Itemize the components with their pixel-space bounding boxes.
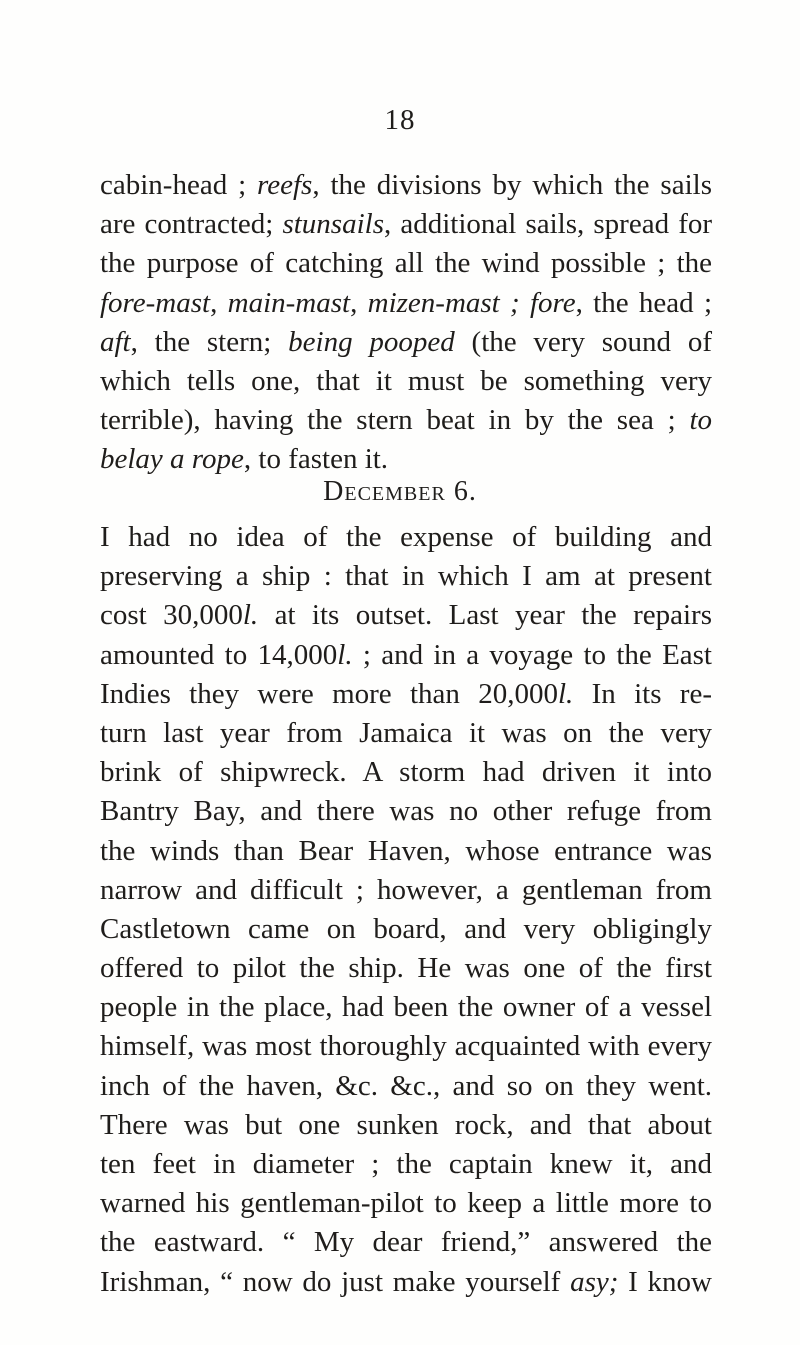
text-line: which tells one, that it must be something very — [100, 364, 712, 397]
text-line: terrible), having the stern beat in by the sea ; to — [100, 404, 712, 437]
text-line: fore-mast, main-mast, mizen-mast ; fore, the head ; — [100, 286, 713, 319]
italic-term: aft — [100, 325, 131, 358]
text-line: turn last year from Jamaica it was on the very — [100, 716, 712, 749]
text-line: offered to pilot the ship. He was one of the first — [100, 952, 712, 985]
date-heading: December 6. — [323, 476, 477, 507]
text-line: narrow and difficult ; however, a gentleman from — [100, 873, 712, 906]
text-line: the eastward. “ My dear friend,” answered the — [100, 1226, 712, 1259]
italic-term: asy; — [570, 1265, 619, 1298]
text-line: There was but one sunken rock, and that about — [100, 1108, 712, 1141]
text-line: Bantry Bay, and there was no other refuge from — [100, 795, 712, 828]
text-line: cabin-head ; reefs, the divisions by which the sails — [100, 169, 712, 201]
text-line: warned his gentleman-pilot to keep a little more to — [100, 1187, 712, 1220]
page-number: 18 — [384, 104, 416, 136]
text-line: belay a rope, to fasten it. — [100, 443, 389, 476]
italic-term: fore-mast — [100, 286, 211, 319]
italic-term: to — [689, 404, 712, 437]
italic-term: main-mast — [227, 286, 351, 319]
text-line: the winds than Bear Haven, whose entrance was — [100, 834, 712, 867]
italic-term: belay a rope — [100, 443, 244, 476]
text-line: cost 30,000l. at its outset. Last year the repairs — [100, 599, 712, 632]
italic-term: stunsails — [282, 208, 384, 241]
text-line: amounted to 14,000l. ; and in a voyage to the East — [100, 638, 712, 671]
text-line: aft, the stern; being pooped (the very sound of — [100, 325, 713, 358]
text-line: Irishman, “ now do just make yourself asy; I know — [100, 1265, 712, 1298]
diary-paragraph — [100, 518, 712, 1302]
italic-term: reefs — [257, 169, 313, 201]
text-line: the purpose of catching all the wind possible ; the — [100, 247, 712, 280]
italic-term: being pooped — [288, 325, 455, 358]
text-line: Indies they were more than 20,000l. In its re- — [100, 677, 712, 710]
glossary-paragraph — [100, 166, 712, 480]
text-line: people in the place, had been the owner of a vessel — [100, 991, 712, 1024]
text-line: himself, was most thoroughly acquainted with every — [100, 1030, 712, 1063]
italic-term: mizen-mast ; fore — [367, 286, 576, 319]
text-line: I had no idea of the expense of building and — [100, 521, 712, 553]
text-line: inch of the haven, &c. &c., and so on they went. — [100, 1069, 712, 1102]
text-line: Castletown came on board, and very obligingly — [100, 912, 712, 945]
text-line: are contracted; stunsails, additional sails, spread for — [100, 208, 713, 241]
text-line: ten feet in diameter ; the captain knew it, and — [100, 1148, 712, 1180]
text-line: brink of shipwreck. A storm had driven it into — [100, 756, 712, 789]
text-line: preserving a ship : that in which I am at present — [100, 560, 712, 593]
